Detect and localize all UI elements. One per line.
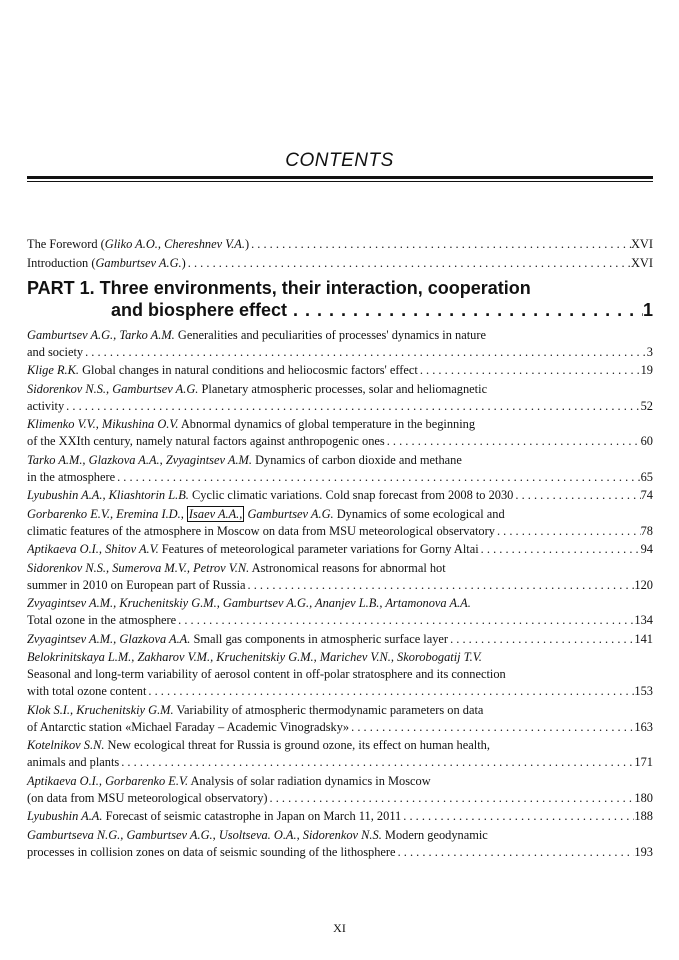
dot-leader [83, 344, 647, 361]
part-title-line2: and biosphere effect [111, 299, 288, 320]
toc-part-heading[interactable] [27, 277, 653, 321]
toc-entry-page: XVI [630, 237, 653, 251]
toc-entry[interactable]: Tarko A.M., Glazkova A.A., Zvyagintsev A.M. Dynamics of carbon dioxide and methane in the atmosphere . . . 65 [27, 452, 653, 486]
page-title: CONTENTS [285, 150, 394, 171]
part-title-line1: PART 1. Three environments, their interaction, cooperation [27, 277, 531, 298]
dot-leader [176, 612, 634, 629]
toc-entry[interactable]: Lyubushin A.A. Forecast of seismic catastrophe in Japan on March 11, 2011 . . . 188 [27, 808, 653, 825]
toc-entry[interactable]: Aptikaeva O.I., Shitov A.V. Features of meteorological parameter variations for Gorny Altai . . . 94 [27, 541, 653, 558]
toc-entry-authors: Gamburtsev A.G. [95, 255, 182, 270]
dot-leader [513, 487, 640, 504]
dot-leader [186, 255, 631, 272]
toc-entry[interactable]: Belokrinitskaya L.M., Zakharov V.M., Kruchenitskiy G.M., Marichev V.N., Skorobogatij T.V. Seasonal and long-term variability of aerosol content in off-polar stratosphere and its connection with total ozone content . . . 153 [27, 649, 653, 700]
dot-leader [418, 362, 641, 379]
title-rule-thick [27, 176, 653, 179]
toc-entry[interactable]: Aptikaeva O.I., Gorbarenko E.V. Analysis of solar radiation dynamics in Moscow (on data from MSU meteorological observatory) . . . 180 [27, 773, 653, 807]
dot-leader [249, 236, 631, 253]
toc-entry-foreword[interactable]: The Foreword (Gliko A.O., Chereshnev V.A.) . . . XVI [27, 236, 653, 253]
toc-entry-introduction[interactable]: Introduction (Gamburtsev A.G.) . . . XVI [27, 255, 653, 272]
toc-entry[interactable]: Gamburtseva N.G., Gamburtsev A.G., Usoltseva. O.A., Sidorenkov N.S. Modern geodynamic processes in collision zones on data of seismic sounding of the lithosphere . . . 193 [27, 827, 653, 861]
toc-entry[interactable]: Lyubushin A.A., Kliashtorin L.B. Cyclic climatic variations. Cold snap forecast from 2008 to 2030 . . . 74 [27, 487, 653, 504]
toc-entry[interactable]: Kotelnikov S.N. New ecological threat for Russia is ground ozone, its effect on human health, animals and plants . . . 171 [27, 737, 653, 771]
boxed-author: Isaev A.A., [188, 506, 243, 521]
part-page: 1 [642, 299, 653, 320]
toc-entry-page: XVI [630, 255, 653, 270]
dot-leader [268, 790, 635, 807]
toc-entry[interactable]: Gamburtsev A.G., Tarko A.M. Generalities and peculiarities of processes' dynamics in nature and society . . . 3 [27, 327, 653, 361]
toc-entry[interactable]: Klok S.I., Kruchenitskiy G.M. Variability of atmospheric thermodynamic parameters on data of Antarctic station «Michael Faraday – Academic Vinogradsky» . . . 163 [27, 702, 653, 736]
page-number: XI [333, 921, 346, 935]
toc-entry[interactable]: Zvyagintsev A.M., Kruchenitskiy G.M., Gamburtsev A.G., Ananjev L.B., Artamonova A.A. Total ozone in the atmosphere . . . 134 [27, 595, 653, 629]
toc-entry-authors: Gliko A.O., Chereshnev V.A. [104, 237, 245, 251]
title-rule-thin [27, 181, 653, 182]
table-of-contents [27, 236, 653, 862]
dot-leader [119, 754, 634, 771]
dot-leader [396, 844, 635, 861]
toc-entry[interactable]: Sidorenkov N.S., Sumerova M.V., Petrov V.N. Astronomical reasons for abnormal hot summer in 2010 on European part of Russia . . . 120 [27, 560, 653, 594]
dot-leader [115, 469, 641, 486]
dot-leader [287, 299, 643, 321]
dot-leader [495, 523, 641, 540]
dot-leader [448, 631, 634, 648]
toc-entry[interactable]: Zvyagintsev A.M., Glazkova A.A. Small gas components in atmospheric surface layer . . . 141 [27, 631, 653, 648]
dot-leader [401, 808, 634, 825]
dot-leader [146, 683, 634, 700]
toc-entry[interactable]: Sidorenkov N.S., Gamburtsev A.G. Planetary atmospheric processes, solar and heliomagnetic activity . . . 52 [27, 381, 653, 415]
dot-leader [64, 398, 640, 415]
toc-entry[interactable]: Gorbarenko E.V., Eremina I.D., Isaev A.A., Gamburtsev A.G. Dynamics of some ecological and climatic features of the atmosphere in Moscow on data from MSU meteorological observatory . . . 78 [27, 506, 653, 540]
dot-leader [385, 433, 641, 450]
dot-leader [246, 577, 635, 594]
dot-leader [349, 719, 634, 736]
toc-entry[interactable]: Klimenko V.V., Mikushina O.V. Abnormal dynamics of global temperature in the beginning of the XXIth century, namely natural factors against anthropogenic ones . . . 60 [27, 416, 653, 450]
dot-leader [479, 541, 641, 558]
toc-entry[interactable]: Klige R.K. Global changes in natural conditions and heliocosmic factors' effect . . . 19 [27, 362, 653, 379]
